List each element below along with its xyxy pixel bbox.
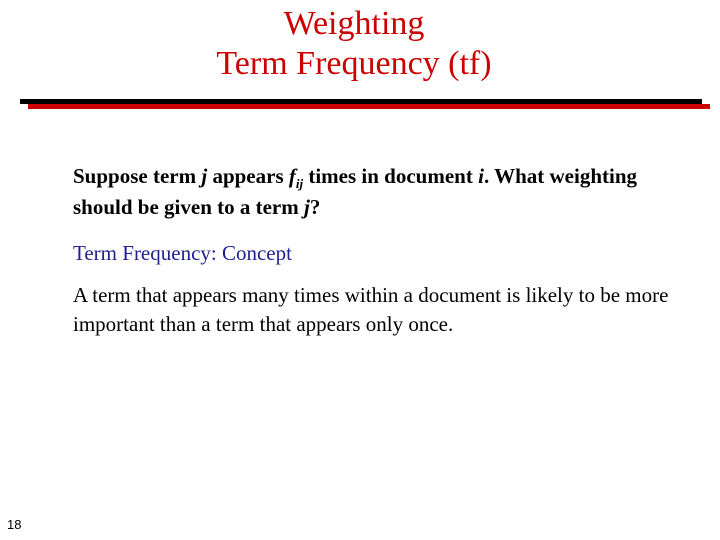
variable-i: i — [478, 164, 484, 188]
question-part: . What weighting should be given to a term — [73, 164, 638, 219]
concept-description: A term that appears many times within a document is likely to be more important than a term that appears only once. — [73, 283, 669, 336]
variable-j: j — [304, 195, 310, 219]
variable-f: f — [288, 164, 296, 188]
slide-title-line-2: Term Frequency (tf) — [216, 45, 492, 82]
slide-title — [0, 4, 708, 84]
question-part: times in document — [303, 164, 479, 188]
question-text — [73, 161, 673, 223]
variable-j: j — [201, 164, 208, 188]
question-part: appears — [207, 164, 289, 188]
question-part: Suppose term — [73, 164, 202, 188]
slide-body — [73, 161, 673, 339]
title-rule — [20, 99, 702, 104]
subscript-ij: ij — [295, 176, 304, 192]
title-rule-shadow — [28, 104, 710, 109]
slide-title-line-1: Weighting — [283, 5, 425, 42]
page-number: 18 — [7, 517, 22, 532]
question-part: ? — [309, 195, 321, 219]
concept-heading: Term Frequency: Concept — [73, 241, 292, 265]
